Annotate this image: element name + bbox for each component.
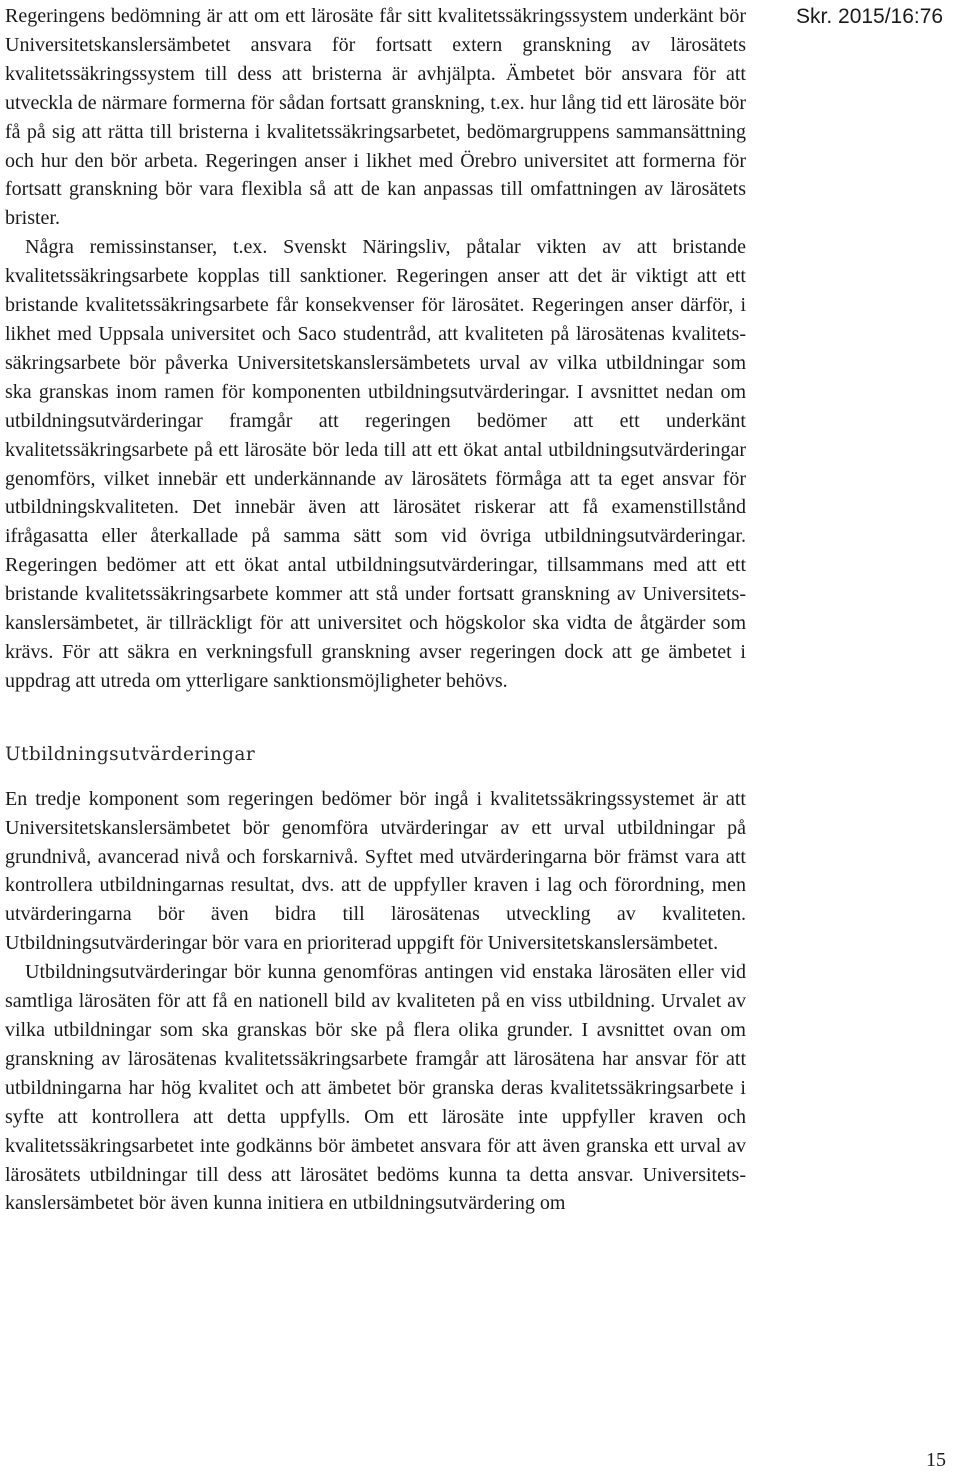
body-paragraph: En tredje komponent som regeringen bedömer bör ingå i kvalitetssäkringssystemet är att Universitetskanslersämbetet bör genomföra utvärderingar av ett urval utbildningar på grundnivå, avancerad nivå och forskarnivå. Syftet med utvärderingarna bör främst vara att kontrollera utbildningarnas resultat, dvs. att de uppfyller kraven i lag och förordning, men utvärderingarna bör även bidra till lärosätenas utveckling av kvaliteten. Utbildningsutvärderingar bör vara en prioriterad uppgift för Universitetskanslersämbetet.: [5, 787, 746, 955]
section-heading: Utbildningsutvärderingar: [5, 743, 256, 765]
body-paragraph: Utbildningsutvärderingar bör kunna genomföras antingen vid enstaka lärosäten eller vid samtliga lärosäten för att få en nationell bild av kvaliteten på en viss utbildning. Urvalet av vilka utbildningar som ska granskas bör ske på flera olika grunder. I avsnittet ovan om granskning av lärosätenas kvalitetssäkringsarbete framgår att lärosätena har ansvar för att utbildningarna har hög kvalitet och att ämbetet bör granska deras kvalitetssäkringsarbete i syfte att kontrollera att detta uppfylls. Om ett lärosäte inte uppfyller kraven och kvalitetssäkringsarbetet inte godkänns bör ämbetet ansvara för att även granska ett urval av lärosätets utbildningar till dess att lärosätet bedöms kunna ta detta ansvar. Universitetskanslersämbetet bör även kunna initiera en utbildningsutvärdering om: [5, 961, 746, 1215]
body-paragraph: Några remissinstanser, t.ex. Svenskt Näringsliv, påtalar vikten av att bristande kvalitetssäkringsarbete kopplas till sanktioner. Regeringen anser att det är viktigt att ett bristande kvalitetssäkringsarbete får konsekvenser för lärosätet. Regeringen anser därför, i likhet med Uppsala universitet och Saco studentråd, att kvaliteten på lärosätenas kvalitetssäkringsarbete bör påverka Universitetskanslersämbetets urval av vilka utbildningar som ska granskas inom ramen för komponenten utbildningsutvärderingar. I avsnittet nedan om utbildningsutvärderingar framgår att regeringen bedömer att ett underkänt kvalitetssäkringsarbete på ett lärosäte bör leda till att ett ökat antal utbildningsutvärderingar genomförs, vilket innebär ett underkännande av lärosätets förmåga att ta eget ansvar för utbildningskvaliteten. Det innebär även att lärosätet riskerar att få examenstillstånd ifrågasatta eller återkallade på samma sätt som vid övriga utbildningsutvärderingar. Regeringen bedömer att ett ökat antal utbildningsutvärderingar, tillsammans med att ett bristande kvalitetssäkringsarbete kommer att stå under fortsatt granskning av Universitetskanslersämbetet, är tillräckligt för att universitet och högskolor ska vidta de åtgärder som krävs. För att säkra en verkningsfull granskning avser regeringen dock att ge ämbetet i uppdrag att utreda om ytterligare sanktionsmöjligheter behövs.: [5, 236, 746, 692]
document-body: [5, 2, 746, 1218]
body-paragraph: Regeringens bedömning är att om ett lärosäte får sitt kvalitetssäkringssystem underkänt bör Universitetskanslersämbetet ansvara för fortsatt extern granskning av lärosätets kvalitetssäkringssystem till dess att bristerna är avhjälpta. Ämbetet bör ansvara för att utveckla de närmare formerna för sådan fortsatt granskning, t.ex. hur lång tid ett lärosäte bör få på sig att rätta till bristerna i kvalitetssäkringsarbetet, bedömargruppens sammansättning och hur den bör arbeta. Regeringen anser i likhet med Örebro universitet att formerna för fortsatt granskning bör vara flexibla så att de kan anpassas till omfattningen av lärosätets brister.: [5, 5, 746, 230]
document-reference: Skr. 2015/16:76: [796, 5, 944, 28]
page-number: 15: [926, 1449, 946, 1471]
